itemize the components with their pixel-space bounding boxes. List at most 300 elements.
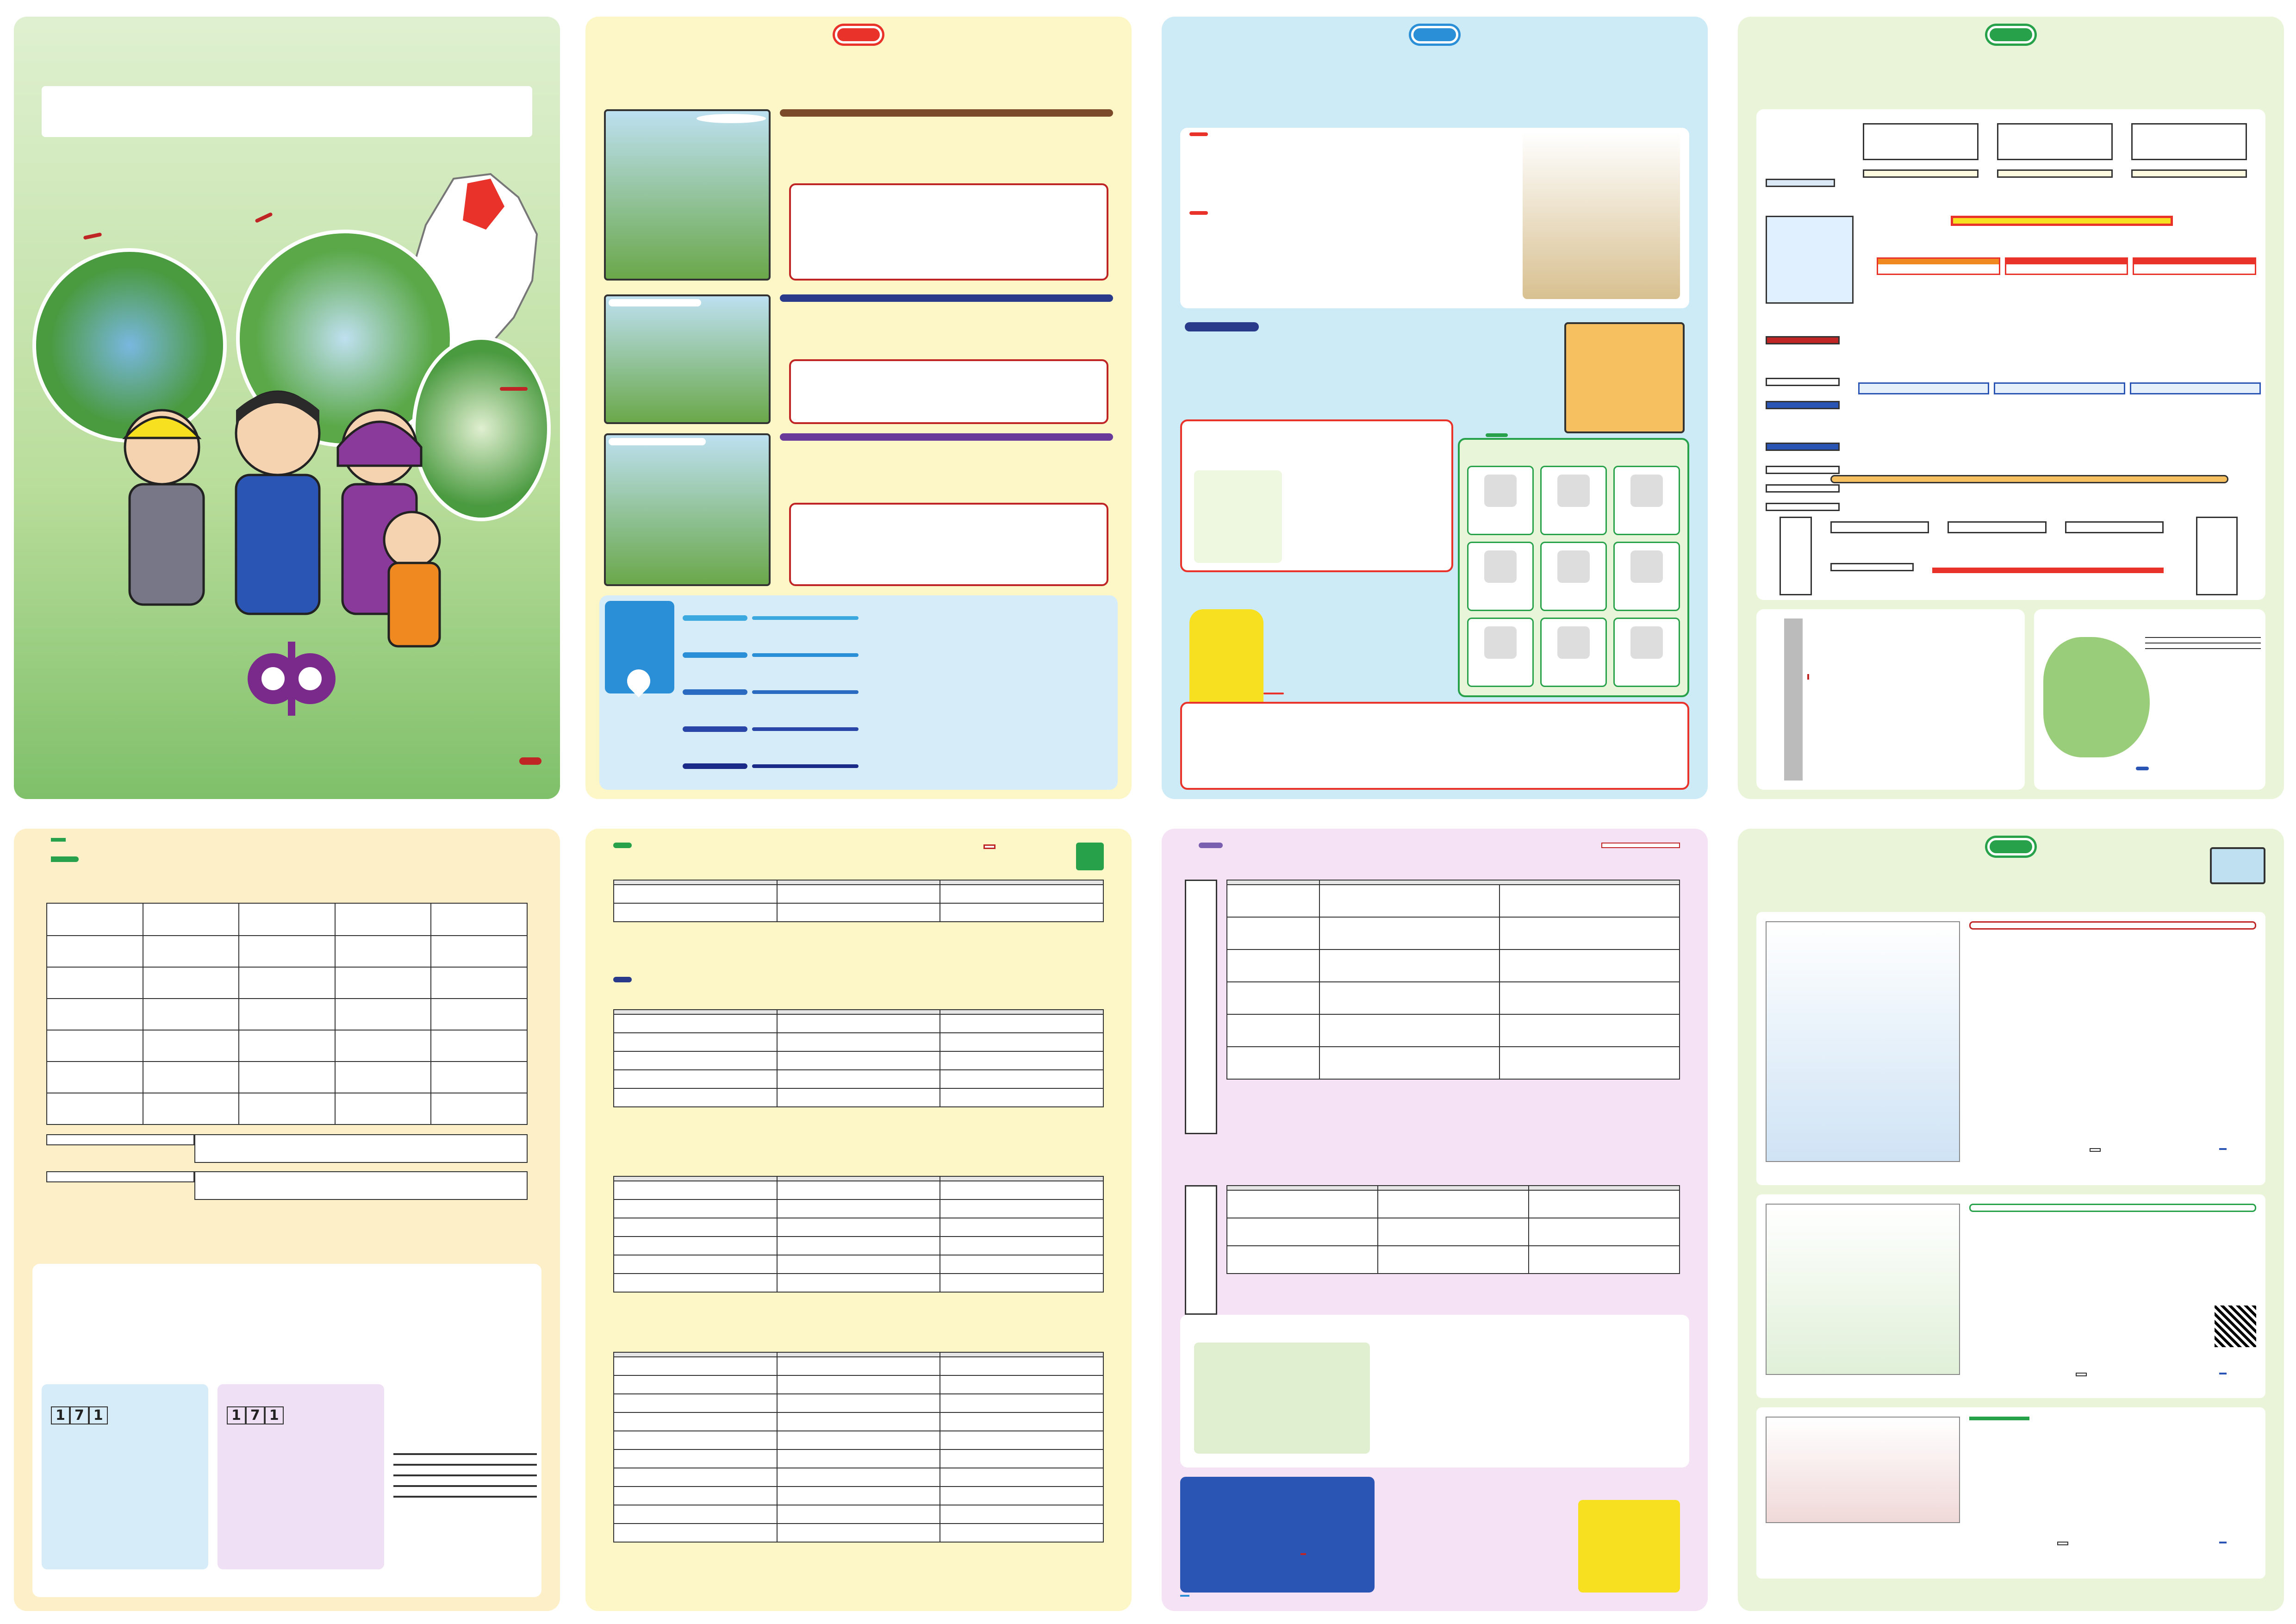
site-1-search[interactable] xyxy=(2090,1148,2101,1152)
memo-cell[interactable] xyxy=(239,999,335,1030)
cliff-heading xyxy=(780,294,1113,302)
radio-illustration xyxy=(1578,1500,1680,1593)
site-2-search[interactable] xyxy=(2076,1373,2087,1376)
carrier-url[interactable] xyxy=(393,1453,537,1455)
rain-name xyxy=(752,616,859,620)
evac-place-label xyxy=(46,1134,194,1145)
table-cell xyxy=(614,1357,777,1375)
detail-vert-1 xyxy=(1185,880,1217,1134)
table-cell xyxy=(777,1487,940,1505)
memo-cell[interactable] xyxy=(431,1093,527,1124)
help-illustration xyxy=(1194,1343,1370,1454)
table-cell xyxy=(614,1218,777,1237)
site-3-badge xyxy=(1969,1417,2029,1420)
table-cell xyxy=(940,1394,1103,1412)
site-3-search[interactable] xyxy=(2057,1542,2068,1545)
rain-name xyxy=(752,764,859,768)
table-row xyxy=(614,1199,1103,1218)
evac-title xyxy=(1411,26,1458,44)
table-cell xyxy=(777,1375,940,1394)
table-cell xyxy=(940,1274,1103,1292)
table-row xyxy=(614,1237,1103,1255)
table-header xyxy=(777,1176,940,1181)
memo-cell[interactable] xyxy=(47,936,143,967)
site-2-title xyxy=(1969,1204,2256,1212)
memo-cell[interactable] xyxy=(431,936,527,967)
table-header xyxy=(614,880,777,885)
carrier-list xyxy=(393,1444,537,1498)
memo-cell[interactable] xyxy=(143,1062,239,1093)
memo-row xyxy=(47,936,527,967)
table-cell xyxy=(777,1468,940,1487)
detail-title xyxy=(1199,843,1223,848)
table-cell xyxy=(614,1431,777,1449)
site-1-title xyxy=(1969,921,2256,930)
carrier-url[interactable] xyxy=(393,1464,537,1466)
channel-box xyxy=(1994,382,2125,394)
evac-level xyxy=(2005,257,2128,275)
carry-item xyxy=(1467,466,1534,535)
road-item-2 xyxy=(1766,484,1840,493)
carry-item-image xyxy=(1557,626,1590,659)
memo-cell[interactable] xyxy=(239,1062,335,1093)
detail-row xyxy=(1227,1014,1680,1047)
danger-panel xyxy=(585,17,1132,799)
info-flow-title xyxy=(1987,26,2035,44)
table-row xyxy=(614,1218,1103,1237)
phone-note xyxy=(1932,568,2164,573)
cover-date xyxy=(519,757,541,765)
table-cell xyxy=(940,1033,1103,1051)
evac-level xyxy=(2133,257,2256,275)
memo-cell[interactable] xyxy=(143,967,239,999)
detail-cell xyxy=(1500,1047,1680,1079)
life-table xyxy=(613,1176,1104,1293)
care-table-wrap xyxy=(1226,1185,1680,1274)
memo-cell[interactable] xyxy=(239,1093,335,1124)
siren-pole-illustration xyxy=(1784,618,1803,781)
memo-cell[interactable] xyxy=(143,936,239,967)
tv-box xyxy=(1766,216,1854,304)
call-box xyxy=(1830,475,2228,483)
cover-panel xyxy=(14,17,560,799)
gauge-item xyxy=(2145,637,2261,638)
memo-cell[interactable] xyxy=(335,1062,431,1093)
memo-cell[interactable] xyxy=(431,1030,527,1062)
table-cell xyxy=(777,1051,940,1070)
detail-cell xyxy=(1500,1014,1680,1047)
memo-header xyxy=(143,903,239,936)
carry-item xyxy=(1613,618,1680,687)
table-cell xyxy=(777,1524,940,1542)
site-3-search-btn[interactable] xyxy=(2219,1542,2227,1543)
memo-cell[interactable] xyxy=(431,1062,527,1093)
family-illustration xyxy=(60,369,477,669)
table-cell xyxy=(614,885,777,903)
care-cell xyxy=(1227,1190,1378,1218)
table-cell xyxy=(940,1218,1103,1237)
table-cell xyxy=(777,1394,940,1412)
table-cell xyxy=(614,1505,777,1524)
table-cell xyxy=(940,903,1103,922)
section-landslide xyxy=(604,433,1113,586)
shelter-title-1 xyxy=(613,843,632,848)
table-header xyxy=(777,1010,940,1014)
chain-box xyxy=(1830,521,1929,533)
rain-amount xyxy=(683,615,747,621)
rain-amount xyxy=(683,763,747,769)
carrier-url[interactable] xyxy=(393,1496,537,1498)
table-cell xyxy=(940,1449,1103,1468)
memo-cell[interactable] xyxy=(335,1093,431,1124)
memo-row xyxy=(47,1062,527,1093)
detail-cell xyxy=(1319,982,1500,1014)
carry-item xyxy=(1540,618,1607,687)
detail-cell xyxy=(1227,917,1319,949)
table-cell xyxy=(777,1070,940,1088)
rain-name xyxy=(752,727,859,731)
care-header xyxy=(1529,1186,1680,1190)
escape2-title xyxy=(1189,211,1208,215)
carrier-url[interactable] xyxy=(393,1474,537,1476)
table-cell xyxy=(777,1274,940,1292)
care-cell xyxy=(1529,1246,1680,1274)
memo-cell[interactable] xyxy=(47,1062,143,1093)
source-box xyxy=(2131,123,2247,160)
table-row xyxy=(614,1375,1103,1394)
debris-illustration xyxy=(604,109,771,281)
memo-row xyxy=(47,999,527,1030)
table-row xyxy=(614,1431,1103,1449)
memo-cell[interactable] xyxy=(143,999,239,1030)
section-debris xyxy=(604,109,1113,285)
memo-cell[interactable] xyxy=(47,1030,143,1062)
detail-header xyxy=(1319,880,1680,885)
city-vertical xyxy=(1780,517,1812,595)
channel-box xyxy=(1858,382,1989,394)
level-box xyxy=(1766,401,1840,409)
table-cell xyxy=(614,1088,777,1107)
river-url[interactable] xyxy=(2136,767,2149,770)
table-cell xyxy=(777,1014,940,1033)
table-cell xyxy=(777,885,940,903)
life-table-wrap xyxy=(613,1176,1104,1293)
table-row xyxy=(614,1449,1103,1468)
debris-heading xyxy=(780,109,1113,117)
detail-cell xyxy=(1319,949,1500,982)
contact-field[interactable] xyxy=(194,1171,528,1200)
carrier-url[interactable] xyxy=(393,1485,537,1487)
caution-box xyxy=(1180,702,1689,790)
site-1-screenshot xyxy=(1766,921,1960,1162)
carry-item-image xyxy=(1557,550,1590,583)
rain-amount xyxy=(683,652,747,658)
table-cell xyxy=(614,1051,777,1070)
community-label xyxy=(1300,1553,1306,1555)
detail-cell xyxy=(1319,917,1500,949)
table-row xyxy=(614,1505,1103,1524)
table-row xyxy=(614,1255,1103,1274)
hazard-label-landslide xyxy=(500,387,528,391)
detail-cell xyxy=(1500,949,1680,982)
table-cell xyxy=(614,1070,777,1088)
table-row xyxy=(614,1524,1103,1542)
landslide-illus-caption xyxy=(609,438,706,445)
evac-level-desc xyxy=(1878,264,1999,274)
rain-row xyxy=(683,674,1113,710)
detail-row xyxy=(1227,885,1680,917)
rain-row xyxy=(683,637,1113,673)
table-row xyxy=(614,1487,1103,1505)
shelter-panel xyxy=(585,829,1132,1611)
rain-name xyxy=(752,690,859,694)
memo-cell[interactable] xyxy=(335,999,431,1030)
carry-item xyxy=(1467,542,1534,611)
care-cell xyxy=(1378,1246,1529,1274)
evac-panel xyxy=(1162,17,1708,799)
road-item-3 xyxy=(1766,503,1840,511)
evac-level-name xyxy=(1878,259,1999,264)
care-header xyxy=(1227,1186,1378,1190)
table-cell xyxy=(777,1237,940,1255)
danger-title xyxy=(835,26,882,44)
gauge-item xyxy=(2145,648,2261,649)
memo-cell[interactable] xyxy=(431,967,527,999)
phone-person-illustration xyxy=(1194,470,1282,563)
memo-cell[interactable] xyxy=(239,936,335,967)
carry-item-image xyxy=(1484,626,1517,659)
title-banner xyxy=(42,86,532,137)
evac-level-name xyxy=(2006,259,2127,264)
table-cell xyxy=(614,1449,777,1468)
table-header xyxy=(940,1176,1103,1181)
carry-item-image xyxy=(1484,550,1517,583)
table-cell xyxy=(940,1468,1103,1487)
evac-level xyxy=(1877,257,2000,275)
table-row xyxy=(614,1181,1103,1199)
care-header xyxy=(1378,1186,1529,1190)
table-cell xyxy=(777,1357,940,1375)
memo-cell[interactable] xyxy=(143,1030,239,1062)
care-cell xyxy=(1529,1218,1680,1246)
carry-item xyxy=(1467,618,1534,687)
table-cell xyxy=(777,1449,940,1468)
memo-row xyxy=(47,1093,527,1124)
cliff-signs-box xyxy=(789,359,1108,424)
detail-table-wrap xyxy=(1226,880,1680,1080)
memo-header xyxy=(431,903,527,936)
care-cell xyxy=(1227,1218,1378,1246)
detail-row xyxy=(1227,917,1680,949)
care-table xyxy=(1226,1185,1680,1274)
items-grid xyxy=(1467,466,1680,687)
record-dial: 1 7 1 xyxy=(51,1407,108,1424)
memo-cell[interactable] xyxy=(47,1093,143,1124)
detail-table xyxy=(1226,880,1680,1080)
source-info xyxy=(1863,169,1979,178)
table-row xyxy=(614,1412,1103,1431)
family-table xyxy=(46,903,528,1125)
table-row xyxy=(614,1394,1103,1412)
detail-cell xyxy=(1319,885,1500,917)
shelter-table-wrap xyxy=(613,880,1104,922)
chain-row xyxy=(1830,521,2164,533)
info-flow-panel xyxy=(1738,17,2284,799)
table-cell xyxy=(940,1255,1103,1274)
shelter-icon xyxy=(1076,843,1104,870)
freq-box xyxy=(1180,1477,1375,1593)
detail-cell xyxy=(1227,949,1319,982)
care-row xyxy=(1227,1190,1680,1218)
table-row xyxy=(614,903,1103,922)
table-cell xyxy=(777,1033,940,1051)
table-cell xyxy=(940,1412,1103,1431)
gov-table-wrap xyxy=(613,1352,1104,1543)
memo-cell[interactable] xyxy=(239,1030,335,1062)
table-row xyxy=(614,1088,1103,1107)
care-cell xyxy=(1378,1190,1529,1218)
detail-map-note xyxy=(1601,843,1680,848)
detail-cell xyxy=(1227,885,1319,917)
table-cell xyxy=(614,1487,777,1505)
site-1-search-btn[interactable] xyxy=(2219,1148,2227,1150)
carry-item xyxy=(1540,542,1607,611)
care-row xyxy=(1227,1246,1680,1274)
shelter-title-2 xyxy=(613,977,632,982)
source-box xyxy=(1997,123,2113,160)
rain-rows xyxy=(683,600,1113,785)
detail-panel xyxy=(1162,829,1708,1611)
detail-cell xyxy=(1319,1014,1500,1047)
rain-row xyxy=(683,711,1113,747)
memo-cell[interactable] xyxy=(335,936,431,967)
evac-level-name xyxy=(2134,259,2255,264)
evac-level-desc xyxy=(2006,264,2127,274)
memo-cell[interactable] xyxy=(47,967,143,999)
carry-item-image xyxy=(1557,475,1590,507)
table-cell xyxy=(940,1070,1103,1088)
care-row xyxy=(1227,1218,1680,1246)
rain-row xyxy=(683,600,1113,636)
carry-item-image xyxy=(1630,475,1663,507)
memo-header xyxy=(335,903,431,936)
table-cell xyxy=(940,1181,1103,1199)
table-row xyxy=(614,1357,1103,1375)
table-cell xyxy=(777,903,940,922)
detail-row xyxy=(1227,1047,1680,1079)
shelter-tag-1 xyxy=(983,844,996,849)
hazard-map-board xyxy=(1564,322,1685,433)
table-cell xyxy=(777,1088,940,1107)
memo-cell[interactable] xyxy=(239,967,335,999)
table-cell xyxy=(777,1505,940,1524)
site-2-search-btn[interactable] xyxy=(2219,1373,2227,1374)
table-cell xyxy=(777,1199,940,1218)
table-cell xyxy=(614,903,777,922)
table-cell xyxy=(940,1431,1103,1449)
detail-cell xyxy=(1227,1014,1319,1047)
table-cell xyxy=(777,1181,940,1199)
caution-title xyxy=(1263,693,1284,694)
detail-cell xyxy=(1500,917,1680,949)
debris-illus-caption xyxy=(697,114,766,123)
rain-name xyxy=(752,653,859,657)
table-cell xyxy=(940,1199,1103,1218)
table-cell xyxy=(614,1237,777,1255)
weather-box xyxy=(1766,179,1835,187)
memo-cell[interactable] xyxy=(335,1030,431,1062)
contact-label xyxy=(46,1171,194,1182)
table-cell xyxy=(614,1274,777,1292)
memo-cell[interactable] xyxy=(335,967,431,999)
chain-box xyxy=(1948,521,2046,533)
carry-item xyxy=(1540,466,1607,535)
table-cell xyxy=(777,1431,940,1449)
hq-box xyxy=(1951,216,2173,226)
table-cell xyxy=(614,1412,777,1431)
carry-item-image xyxy=(1630,550,1663,583)
table-cell xyxy=(614,1014,777,1033)
hazard-label-debris xyxy=(83,232,102,240)
table-cell xyxy=(614,1033,777,1051)
carry-item xyxy=(1613,542,1680,611)
qr-code-icon xyxy=(2215,1305,2256,1347)
memo-cell[interactable] xyxy=(431,999,527,1030)
table-header xyxy=(777,880,940,885)
detail-vert-2 xyxy=(1185,1185,1217,1315)
section-cliff xyxy=(604,294,1113,424)
gauge-list xyxy=(2145,637,2261,654)
table-cell xyxy=(940,1357,1103,1375)
memo-header xyxy=(47,903,143,936)
evac-place-field[interactable] xyxy=(194,1134,528,1163)
laptop-icon xyxy=(2210,847,2265,884)
landslide-heading xyxy=(780,433,1113,441)
detail-row xyxy=(1227,982,1680,1014)
table-cell xyxy=(940,1237,1103,1255)
table-cell xyxy=(940,885,1103,903)
alert-box xyxy=(1766,336,1840,344)
rain-row xyxy=(683,748,1113,784)
table-cell xyxy=(940,1375,1103,1394)
source-info xyxy=(1997,169,2113,178)
cliff-illus-caption xyxy=(609,299,701,306)
table-cell xyxy=(614,1199,777,1218)
table-cell xyxy=(614,1468,777,1487)
detail-row xyxy=(1227,949,1680,982)
memo-row xyxy=(47,967,527,999)
memo-cell[interactable] xyxy=(143,1093,239,1124)
table-cell xyxy=(614,1394,777,1412)
channel-row xyxy=(1858,382,2261,394)
carry-item-image xyxy=(1630,626,1663,659)
table-cell xyxy=(940,1487,1103,1505)
table-cell xyxy=(940,1051,1103,1070)
rain-amount xyxy=(683,726,747,732)
table-cell xyxy=(614,1524,777,1542)
debris-signs-box xyxy=(789,183,1108,281)
table-cell xyxy=(614,1375,777,1394)
table-cell xyxy=(777,1255,940,1274)
table-header xyxy=(614,1176,777,1181)
table-header xyxy=(614,1010,777,1014)
city-box xyxy=(1766,378,1840,386)
landslide-illustration xyxy=(604,433,771,586)
table-header xyxy=(940,880,1103,885)
table-cell xyxy=(777,1218,940,1237)
table-cell xyxy=(940,1505,1103,1524)
memo-cell[interactable] xyxy=(47,999,143,1030)
